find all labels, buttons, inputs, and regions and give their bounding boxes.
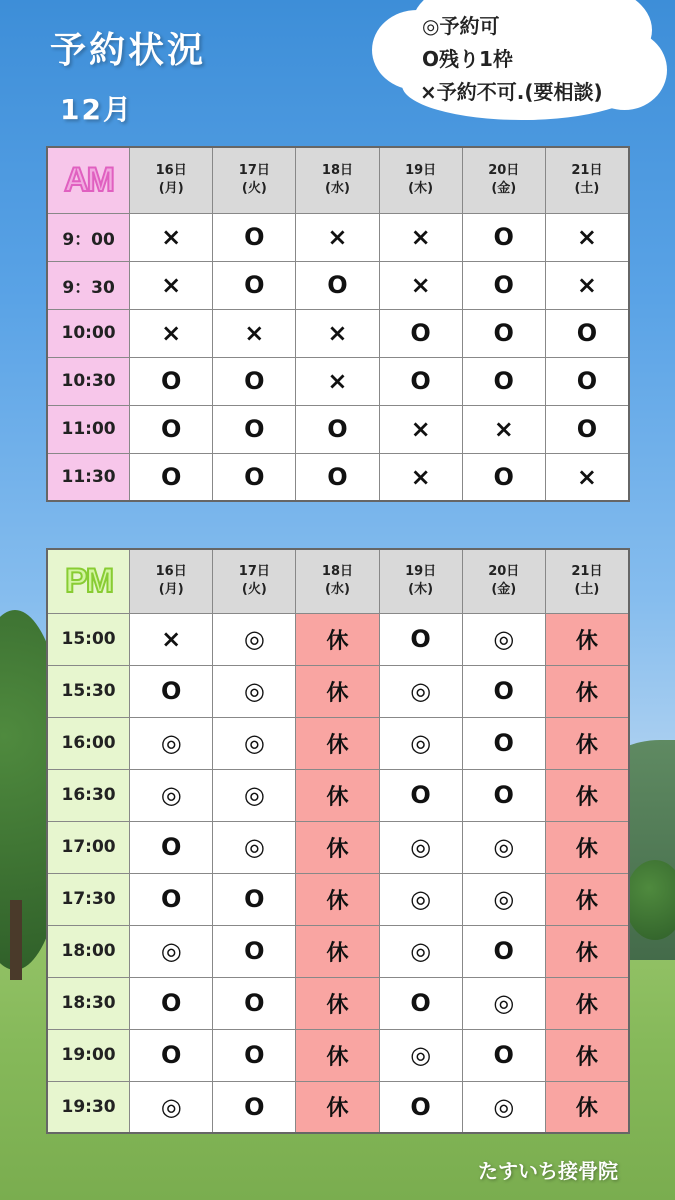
closed-cell: 休	[296, 925, 379, 977]
tree-trunk	[10, 900, 22, 980]
slot-status-cell: ◎	[379, 821, 462, 873]
slot-status-cell: O	[130, 1029, 213, 1081]
slot-status-cell: O	[462, 1029, 545, 1081]
closed-cell: 休	[296, 613, 379, 665]
day-header: 16日 (月)	[130, 549, 213, 613]
am-corner	[47, 147, 130, 213]
slot-status-cell: ◎	[379, 873, 462, 925]
slot-status-cell: O	[462, 925, 545, 977]
schedule-row	[47, 769, 629, 821]
time-slot-label: 16:00	[47, 717, 130, 769]
slot-status-cell: O	[213, 453, 296, 501]
am-schedule-table	[46, 146, 630, 502]
slot-status-cell: ×	[379, 213, 462, 261]
time-slot-label: 19:30	[47, 1081, 130, 1133]
schedule-row	[47, 613, 629, 665]
day-header: 19日 (木)	[379, 147, 462, 213]
slot-status-cell: ◎	[130, 1081, 213, 1133]
am-header-row	[47, 147, 629, 213]
closed-cell: 休	[296, 1029, 379, 1081]
legend-one-left: O残り1枠	[422, 47, 513, 71]
slot-status-cell: ◎	[379, 1029, 462, 1081]
closed-cell: 休	[545, 665, 629, 717]
slot-status-cell: O	[379, 309, 462, 357]
slot-status-cell: ◎	[130, 717, 213, 769]
slot-status-cell: O	[130, 977, 213, 1029]
time-slot-label: 11:00	[47, 405, 130, 453]
time-slot-label: 18:30	[47, 977, 130, 1029]
slot-status-cell: O	[213, 1029, 296, 1081]
slot-status-cell: ×	[379, 261, 462, 309]
slot-status-cell: ×	[545, 213, 629, 261]
day-header: 18日 (水)	[296, 549, 379, 613]
slot-status-cell: O	[130, 665, 213, 717]
day-header: 16日 (月)	[130, 147, 213, 213]
day-header: 21日 (土)	[545, 147, 629, 213]
slot-status-cell: O	[130, 873, 213, 925]
time-slot-label: 19:00	[47, 1029, 130, 1081]
closed-cell: 休	[296, 977, 379, 1029]
slot-status-cell: O	[462, 309, 545, 357]
legend-cloud	[372, 0, 662, 120]
slot-status-cell: ×	[130, 261, 213, 309]
schedule-row	[47, 717, 629, 769]
slot-status-cell: O	[462, 261, 545, 309]
slot-status-cell: ×	[296, 357, 379, 405]
slot-status-cell: ×	[379, 453, 462, 501]
slot-status-cell: ×	[462, 405, 545, 453]
day-header: 17日 (火)	[213, 147, 296, 213]
slot-status-cell: O	[545, 309, 629, 357]
time-slot-label: 16:30	[47, 769, 130, 821]
closed-cell: 休	[296, 821, 379, 873]
slot-status-cell: ×	[545, 261, 629, 309]
schedule-row	[47, 925, 629, 977]
slot-status-cell: ◎	[462, 873, 545, 925]
slot-status-cell: O	[462, 213, 545, 261]
day-header: 21日 (土)	[545, 549, 629, 613]
closed-cell: 休	[296, 769, 379, 821]
slot-status-cell: ◎	[130, 769, 213, 821]
slot-status-cell: O	[213, 1081, 296, 1133]
schedule-row	[47, 873, 629, 925]
clinic-name: たすいち接骨院	[478, 1159, 618, 1183]
slot-status-cell: O	[213, 977, 296, 1029]
schedule-row	[47, 1029, 629, 1081]
schedule-row	[47, 357, 629, 405]
time-slot-label: 17:00	[47, 821, 130, 873]
closed-cell: 休	[545, 1029, 629, 1081]
closed-cell: 休	[545, 821, 629, 873]
day-header: 18日 (水)	[296, 147, 379, 213]
slot-status-cell: O	[545, 405, 629, 453]
slot-status-cell: ◎	[379, 665, 462, 717]
day-header: 19日 (木)	[379, 549, 462, 613]
day-header: 20日 (金)	[462, 147, 545, 213]
slot-status-cell: ◎	[213, 717, 296, 769]
legend-unavailable: ×予約不可.(要相談)	[420, 80, 603, 104]
schedule-row	[47, 1081, 629, 1133]
slot-status-cell: O	[130, 453, 213, 501]
slot-status-cell: O	[379, 613, 462, 665]
time-slot-label: 18:00	[47, 925, 130, 977]
time-slot-label: 10:00	[47, 309, 130, 357]
closed-cell: 休	[545, 925, 629, 977]
slot-status-cell: ×	[130, 213, 213, 261]
slot-status-cell: O	[213, 213, 296, 261]
slot-status-cell: O	[462, 357, 545, 405]
pm-label: PM	[65, 561, 113, 600]
closed-cell: 休	[545, 613, 629, 665]
slot-status-cell: O	[462, 453, 545, 501]
slot-status-cell: ×	[130, 309, 213, 357]
schedule-row	[47, 309, 629, 357]
closed-cell: 休	[296, 717, 379, 769]
schedule-row	[47, 261, 629, 309]
slot-status-cell: ×	[213, 309, 296, 357]
closed-cell: 休	[545, 717, 629, 769]
slot-status-cell: ×	[296, 309, 379, 357]
slot-status-cell: O	[213, 925, 296, 977]
slot-status-cell: ◎	[462, 821, 545, 873]
slot-status-cell: ×	[130, 613, 213, 665]
legend-available: ◎予約可	[422, 14, 500, 38]
schedule-row	[47, 821, 629, 873]
slot-status-cell: ◎	[462, 1081, 545, 1133]
slot-status-cell: ◎	[379, 925, 462, 977]
legend-text	[422, 10, 603, 109]
am-label: AM	[64, 160, 113, 199]
page-title: 予約状況	[50, 30, 207, 71]
slot-status-cell: ×	[296, 213, 379, 261]
slot-status-cell: O	[379, 977, 462, 1029]
slot-status-cell: ◎	[462, 613, 545, 665]
slot-status-cell: ×	[379, 405, 462, 453]
slot-status-cell: O	[462, 717, 545, 769]
schedule-row	[47, 665, 629, 717]
month-label: 12月	[60, 93, 133, 126]
time-slot-label: 9：00	[47, 213, 130, 261]
slot-status-cell: O	[213, 357, 296, 405]
schedule-row	[47, 405, 629, 453]
slot-status-cell: ◎	[130, 925, 213, 977]
day-header: 20日 (金)	[462, 549, 545, 613]
slot-status-cell: O	[379, 1081, 462, 1133]
slot-status-cell: O	[130, 405, 213, 453]
slot-status-cell: O	[462, 665, 545, 717]
pm-header-row	[47, 549, 629, 613]
slot-status-cell: ×	[545, 453, 629, 501]
closed-cell: 休	[545, 769, 629, 821]
pm-corner	[47, 549, 130, 613]
slot-status-cell: ◎	[462, 977, 545, 1029]
slot-status-cell: O	[130, 357, 213, 405]
closed-cell: 休	[296, 873, 379, 925]
time-slot-label: 17:30	[47, 873, 130, 925]
closed-cell: 休	[545, 873, 629, 925]
slot-status-cell: O	[296, 261, 379, 309]
slot-status-cell: O	[213, 261, 296, 309]
closed-cell: 休	[545, 977, 629, 1029]
slot-status-cell: O	[545, 357, 629, 405]
schedule-row	[47, 213, 629, 261]
slot-status-cell: O	[213, 873, 296, 925]
time-slot-label: 9：30	[47, 261, 130, 309]
slot-status-cell: ◎	[213, 821, 296, 873]
time-slot-label: 11:30	[47, 453, 130, 501]
slot-status-cell: O	[379, 357, 462, 405]
time-slot-label: 15:30	[47, 665, 130, 717]
slot-status-cell: O	[296, 453, 379, 501]
slot-status-cell: ◎	[213, 613, 296, 665]
slot-status-cell: ◎	[379, 717, 462, 769]
closed-cell: 休	[296, 1081, 379, 1133]
time-slot-label: 10:30	[47, 357, 130, 405]
schedule-row	[47, 977, 629, 1029]
schedule-row	[47, 453, 629, 501]
slot-status-cell: ◎	[213, 769, 296, 821]
slot-status-cell: O	[296, 405, 379, 453]
closed-cell: 休	[545, 1081, 629, 1133]
slot-status-cell: O	[130, 821, 213, 873]
slot-status-cell: O	[462, 769, 545, 821]
slot-status-cell: ◎	[213, 665, 296, 717]
closed-cell: 休	[296, 665, 379, 717]
day-header: 17日 (火)	[213, 549, 296, 613]
time-slot-label: 15:00	[47, 613, 130, 665]
pm-schedule-table	[46, 548, 630, 1134]
slot-status-cell: O	[213, 405, 296, 453]
slot-status-cell: O	[379, 769, 462, 821]
